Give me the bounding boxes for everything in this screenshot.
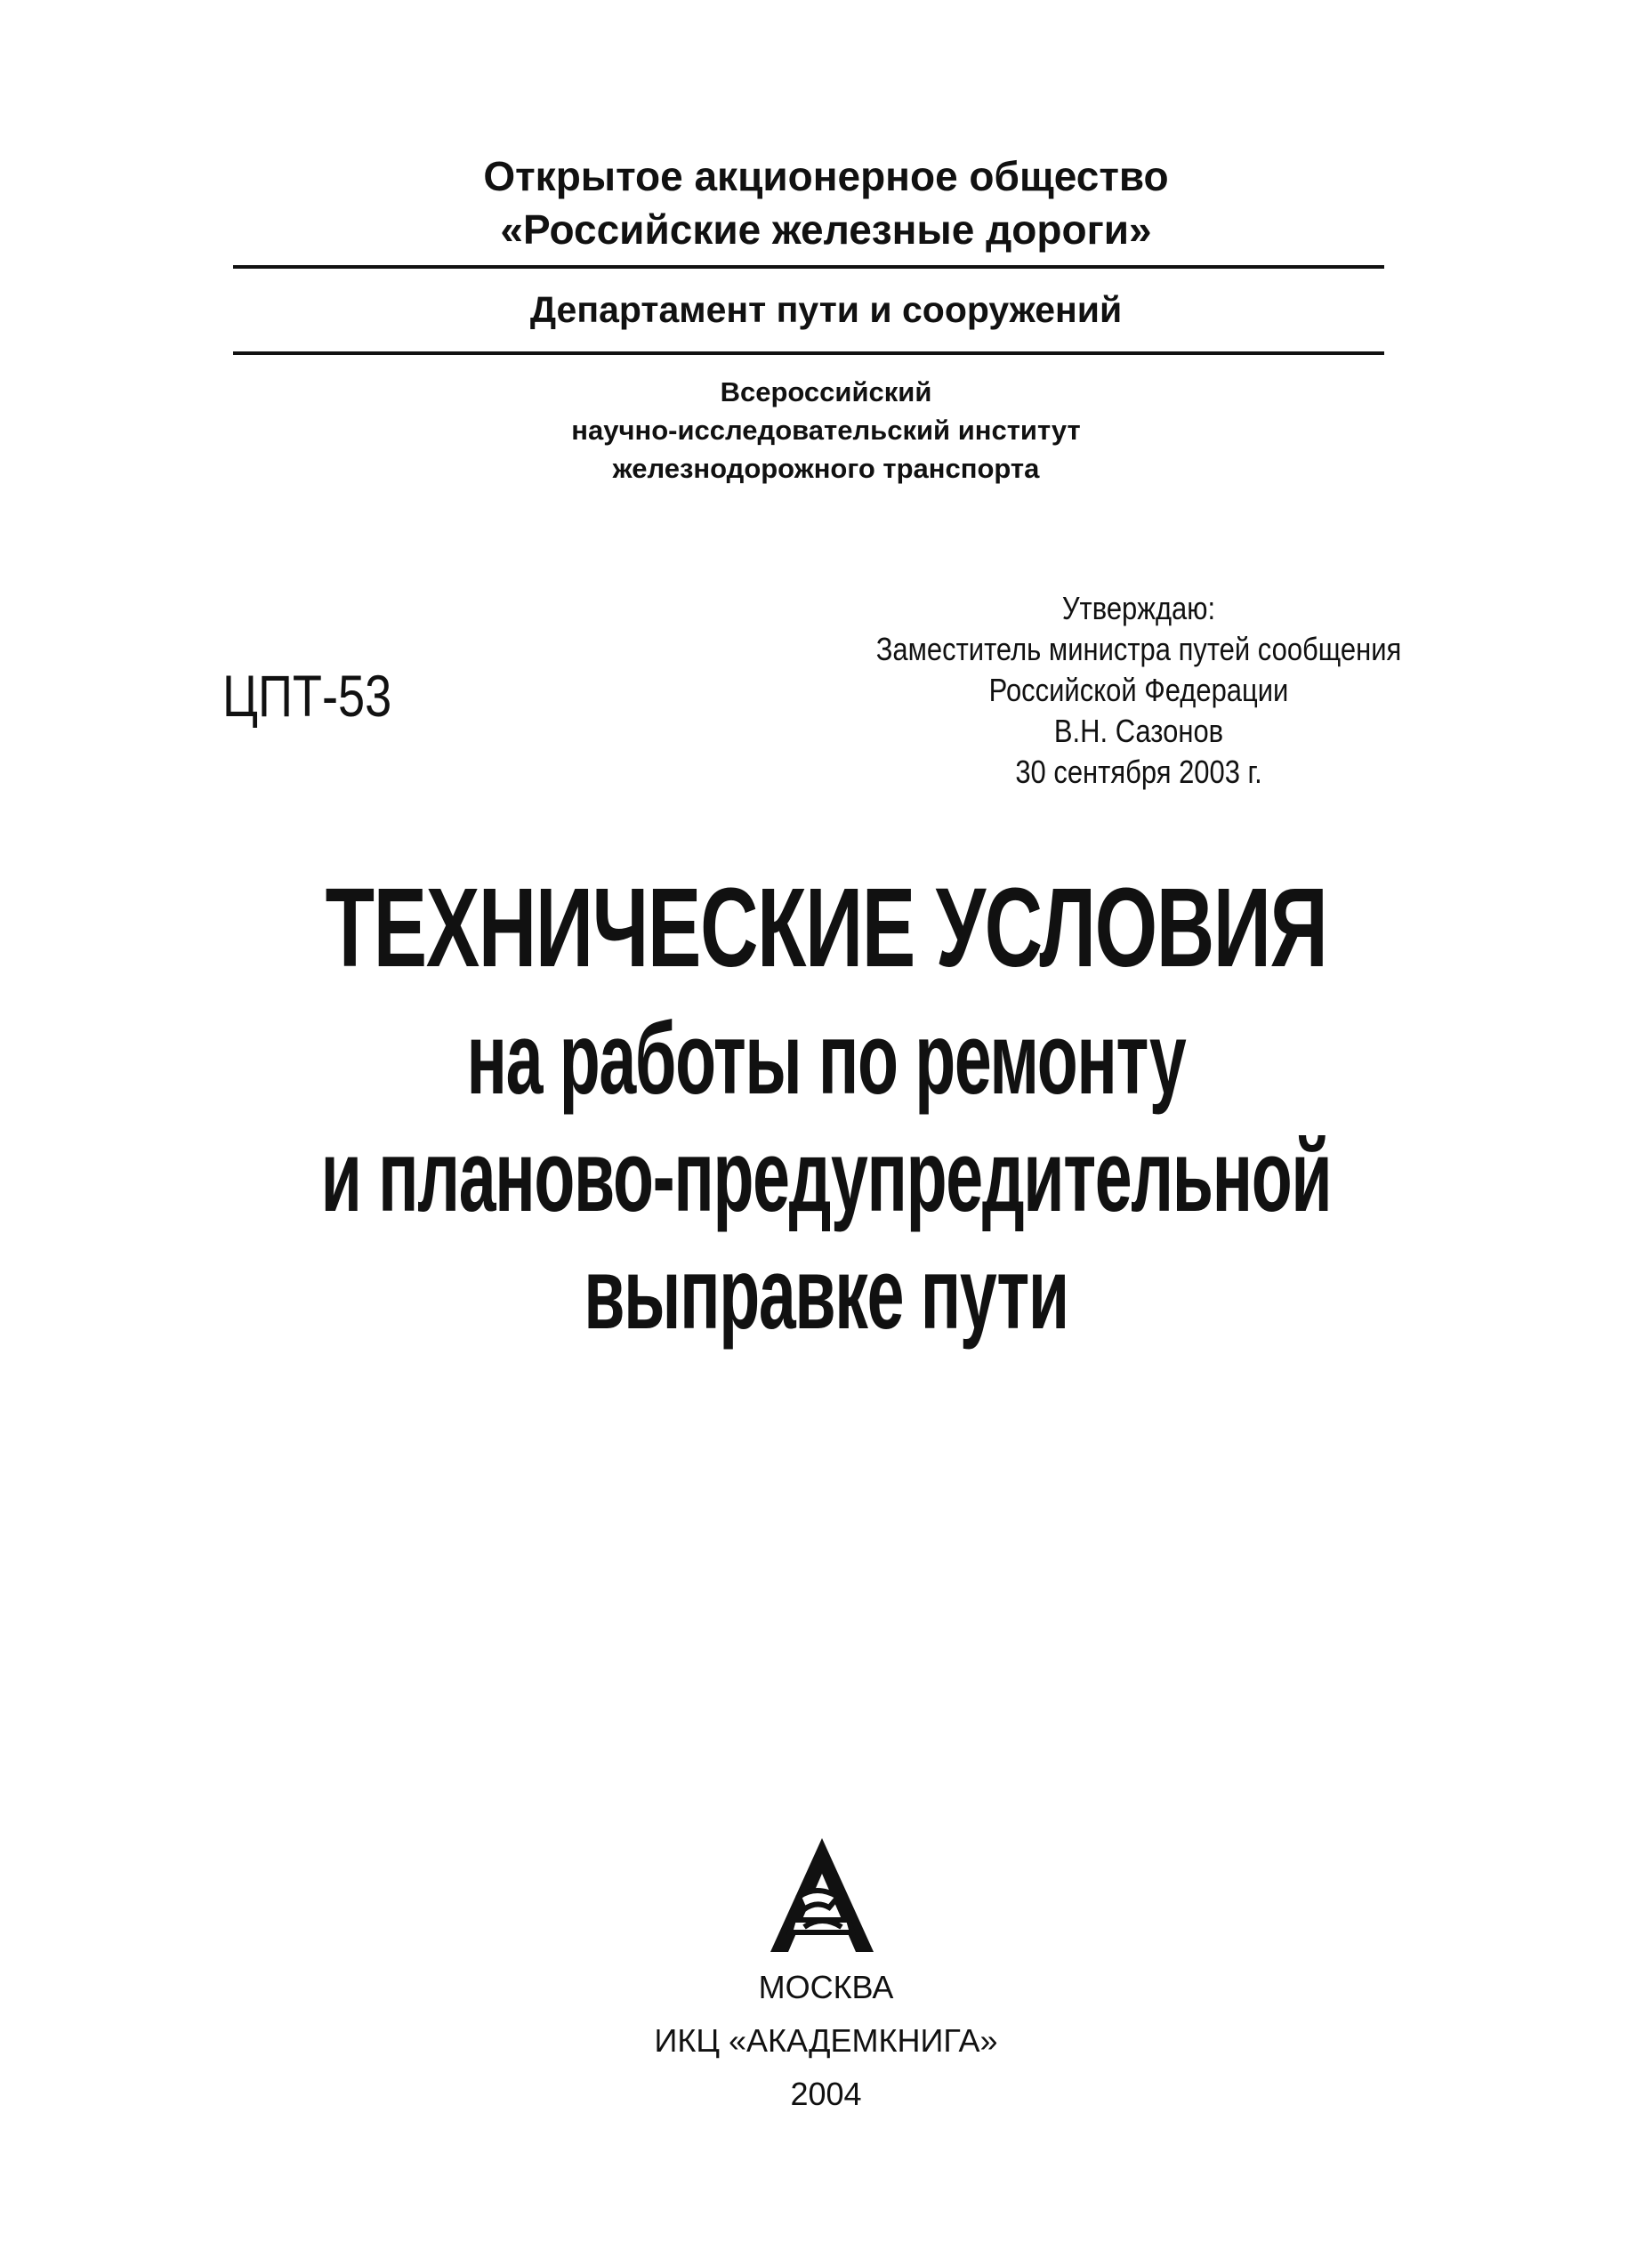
header-divider-bottom xyxy=(233,351,1384,355)
approval-position: Заместитель министра путей сообщения xyxy=(875,631,1402,667)
approval-country: Российской Федерации xyxy=(988,672,1289,708)
publisher-logo-icon xyxy=(763,1835,881,1957)
publication-year: 2004 xyxy=(790,2076,862,2112)
publisher-name: ИКЦ «АКАДЕМКНИГА» xyxy=(654,2022,998,2059)
institute-line3: железнодорожного транспорта xyxy=(612,453,1040,484)
publisher-city: МОСКВА xyxy=(758,1969,894,2005)
document-title: ТЕХНИЧЕСКИЕ УСЛОВИЯ xyxy=(325,865,1327,990)
organization-name-line2: «Российские железные дороги» xyxy=(500,206,1152,253)
document-subtitle-line2: и планово-предупредительной xyxy=(320,1120,1332,1233)
document-code: ЦПТ-53 xyxy=(222,663,392,729)
header-divider-top xyxy=(233,265,1384,269)
document-subtitle-line1: на работы по ремонту xyxy=(466,1003,1186,1116)
approval-label: Утверждаю: xyxy=(1061,590,1216,626)
department-name: Департамент пути и сооружений xyxy=(529,289,1123,330)
document-subtitle-line3: выправке пути xyxy=(584,1238,1068,1351)
institute-line2: научно-исследовательский институт xyxy=(571,415,1081,446)
institute-line1: Всероссийский xyxy=(720,376,932,407)
approval-date: 30 сентября 2003 г. xyxy=(1015,754,1262,790)
approval-signatory: В.Н. Сазонов xyxy=(1053,713,1224,749)
organization-name-line1: Открытое акционерное общество xyxy=(483,153,1169,199)
